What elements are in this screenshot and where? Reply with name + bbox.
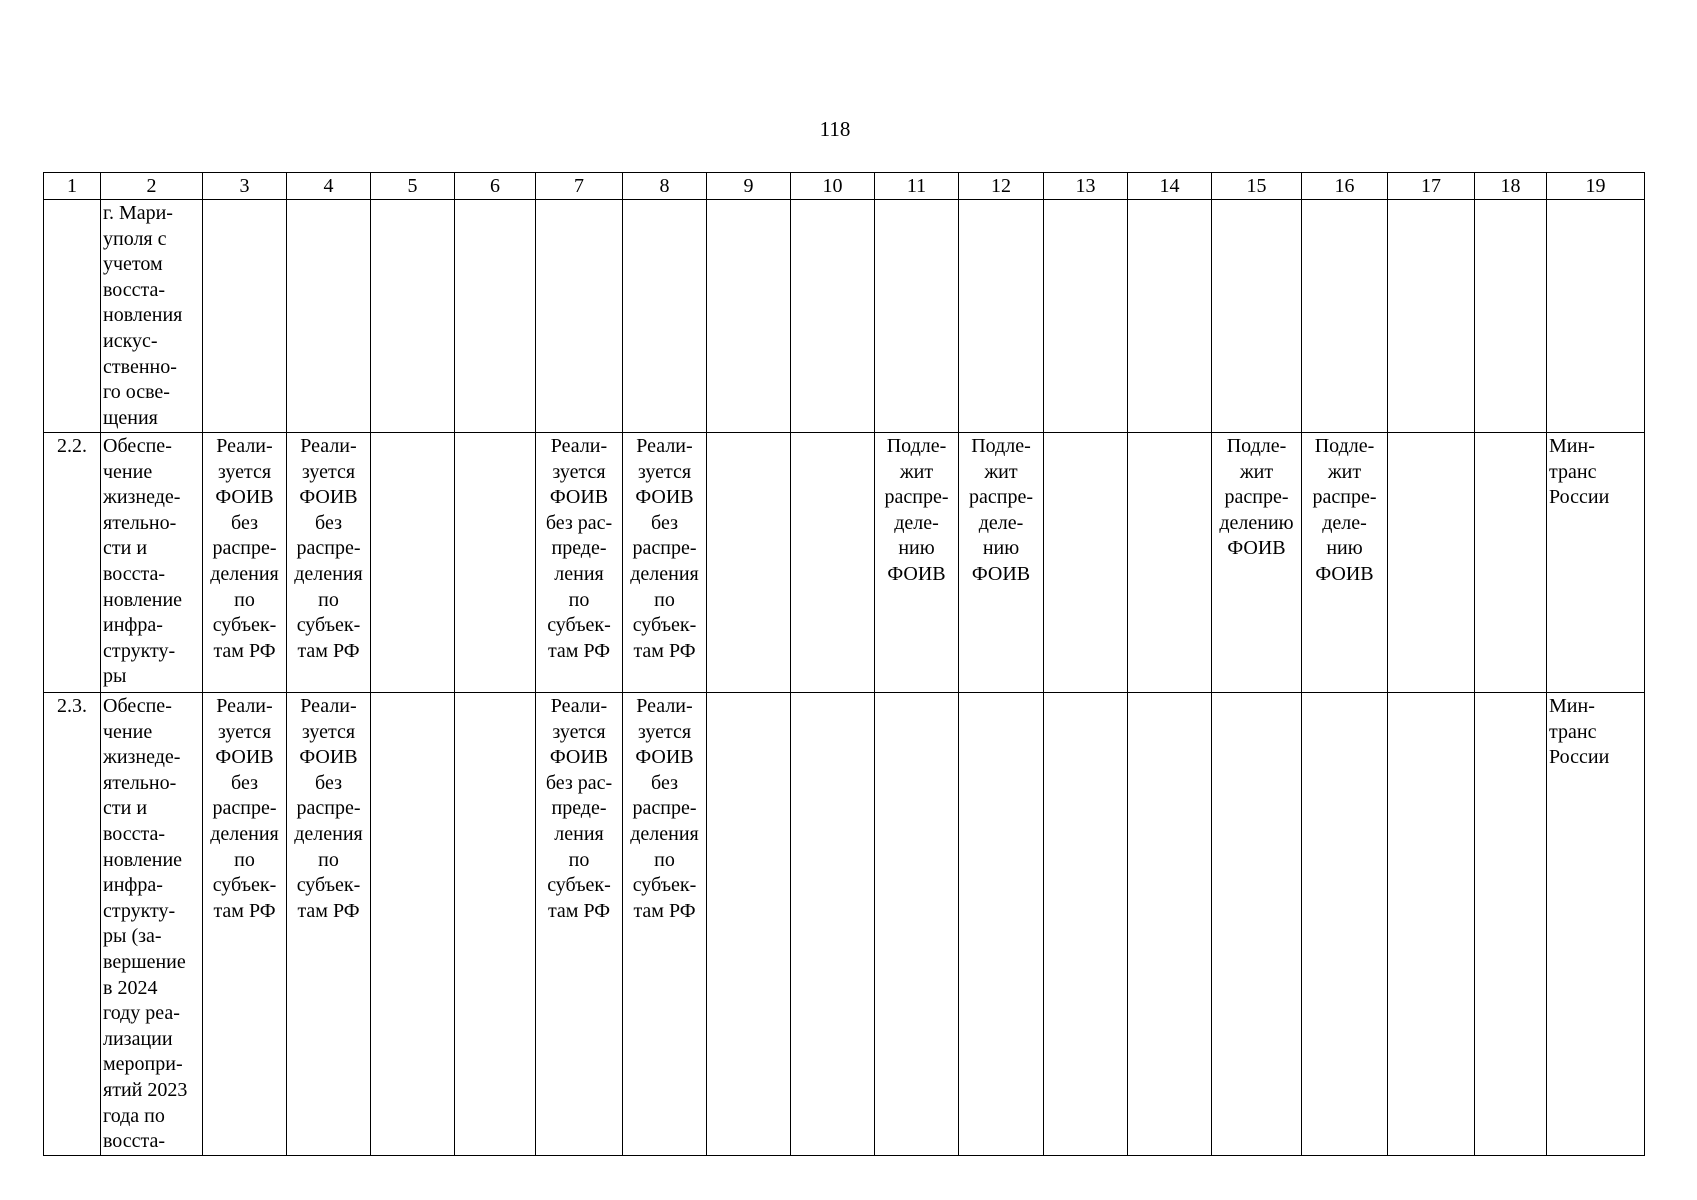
table-cell [1128,200,1212,433]
table-cell: Подле- жит распре- деле- нию ФОИВ [1302,433,1388,693]
table-cell [791,200,875,433]
table-cell: Реали- зуется ФОИВ без распре- деления по субъек- там РФ [623,693,707,1156]
event-name-cell: Обеспе- чение жизнеде- ятельно- сти и восста- новление инфра- структу- ры (за- вершение в 2024 году реа- лизации меропри- ятий 2023 года по восста- [101,693,203,1156]
responsible-cell: Мин- транс России [1547,433,1645,693]
table-cell: Реали- зуется ФОИВ без распре- деления по субъек- там РФ [203,693,287,1156]
table-row [44,433,1645,693]
column-number: 9 [707,173,791,200]
table-cell: Реали- зуется ФОИВ без распре- деления по субъек- там РФ [203,433,287,693]
table-cell: Подле- жит распре- деле- нию ФОИВ [959,433,1044,693]
table-cell [959,693,1044,1156]
table-cell [791,433,875,693]
table-cell: Реали- зуется ФОИВ без распре- деления по субъек- там РФ [287,693,371,1156]
event-name-cell: г. Мари- уполя с учетом восста- новления искус- ственно- го осве- щения [101,200,203,433]
table-cell [875,693,959,1156]
table-cell [1475,200,1547,433]
table-cell [1044,693,1128,1156]
table-cell [371,200,455,433]
row-number-cell [44,200,101,433]
column-number: 1 [44,173,101,200]
table-cell: Реали- зуется ФОИВ без рас- преде- ления по субъек- там РФ [536,433,623,693]
column-number: 10 [791,173,875,200]
responsible-cell [1547,200,1645,433]
table-cell [287,200,371,433]
table-cell [1044,200,1128,433]
table-cell [455,433,536,693]
column-number: 5 [371,173,455,200]
column-number: 2 [101,173,203,200]
table-cell [707,200,791,433]
table-cell [1212,200,1302,433]
column-number: 19 [1547,173,1645,200]
table-cell [1044,433,1128,693]
table-cell [1388,200,1475,433]
table-cell: Подле- жит распре- деле- нию ФОИВ [875,433,959,693]
table-cell [875,200,959,433]
table-cell [536,200,623,433]
row-number-cell: 2.2. [44,433,101,693]
responsible-cell: Мин- транс России [1547,693,1645,1156]
table-cell [707,693,791,1156]
table-cell [203,200,287,433]
data-table [43,172,1645,1156]
table-cell [1128,693,1212,1156]
column-number-row [44,173,1645,200]
column-number: 17 [1388,173,1475,200]
table-cell [1388,433,1475,693]
column-number: 3 [203,173,287,200]
table-cell: Подле- жит распре- делению ФОИВ [1212,433,1302,693]
table-cell [707,433,791,693]
row-number-cell: 2.3. [44,693,101,1156]
column-number: 15 [1212,173,1302,200]
table-cell [455,200,536,433]
table-row [44,693,1645,1156]
table-cell [371,693,455,1156]
table-cell: Реали- зуется ФОИВ без распре- деления по субъек- там РФ [287,433,371,693]
table-cell [1475,693,1547,1156]
page-number: 118 [819,117,851,141]
table-cell [1302,693,1388,1156]
table-cell: Реали- зуется ФОИВ без рас- преде- ления по субъек- там РФ [536,693,623,1156]
column-number: 18 [1475,173,1547,200]
event-name-cell: Обеспе- чение жизнеде- ятельно- сти и восста- новление инфра- структу- ры [101,433,203,693]
table-cell: Реали- зуется ФОИВ без распре- деления по субъек- там РФ [623,433,707,693]
table-cell [791,693,875,1156]
column-number: 14 [1128,173,1212,200]
column-number: 16 [1302,173,1388,200]
column-number: 4 [287,173,371,200]
column-number: 8 [623,173,707,200]
table-cell [623,200,707,433]
table-cell [1302,200,1388,433]
table-row [44,200,1645,433]
column-number: 6 [455,173,536,200]
table-cell [959,200,1044,433]
column-number: 12 [959,173,1044,200]
table-cell [1212,693,1302,1156]
table-cell [371,433,455,693]
table-cell [1128,433,1212,693]
column-number: 13 [1044,173,1128,200]
column-number: 7 [536,173,623,200]
table-cell [1475,433,1547,693]
column-number: 11 [875,173,959,200]
table-cell [455,693,536,1156]
table-cell [1388,693,1475,1156]
